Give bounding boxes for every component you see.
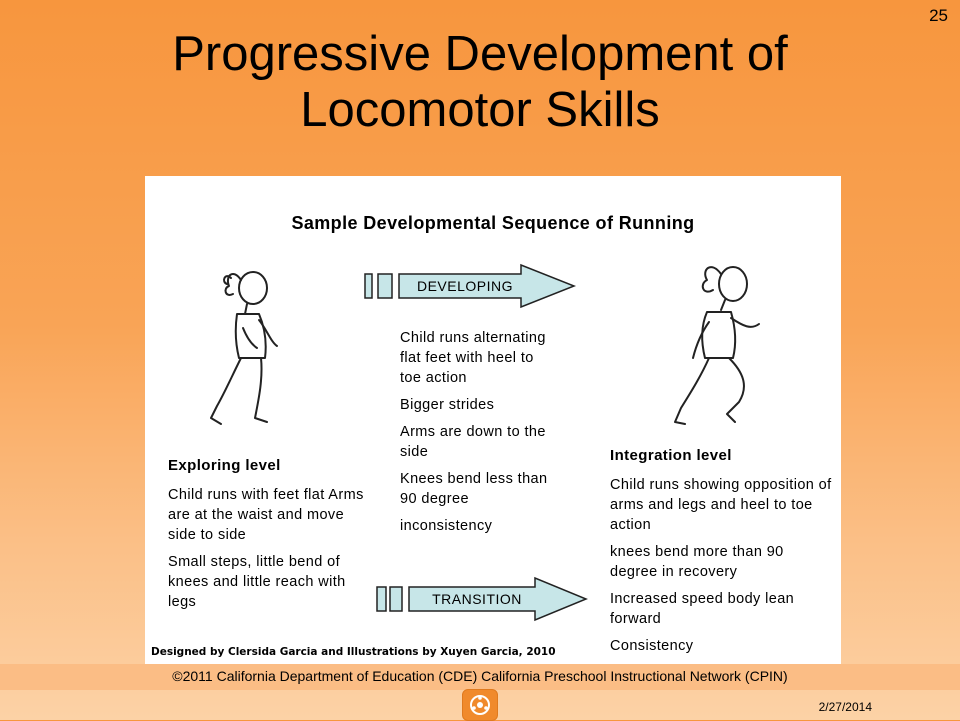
integration-level-heading: Integration level [610, 447, 732, 464]
child-running-integration-illustration [655, 246, 785, 446]
exploring-level-heading: Exploring level [168, 457, 281, 474]
exploring-item: Small steps, little bend of knees and little reach with legs [168, 554, 346, 610]
integration-item: Consistency [610, 638, 694, 654]
integration-item: Increased speed body lean forward [610, 591, 795, 627]
exploring-item: Child runs with feet flat Arms are at the waist and move side to side [168, 487, 364, 543]
arrow-transition-label: TRANSITION [432, 591, 522, 607]
child-running-exploring-illustration [185, 258, 305, 438]
title-line-2: Locomotor Skills [300, 83, 660, 137]
integration-item: knees bend more than 90 degree in recovery [610, 544, 784, 580]
developing-item: Bigger strides [400, 397, 495, 413]
slide-date: 2/27/2014 [818, 700, 872, 714]
integration-item: Child runs showing opposition of arms and legs and heel to toe action [610, 477, 832, 533]
running-sequence-diagram [145, 176, 841, 666]
integration-level-text [610, 446, 835, 663]
developing-item: inconsistency [400, 518, 493, 534]
arrow-developing-label: DEVELOPING [416, 278, 514, 294]
exploring-level-text [168, 456, 373, 619]
slide-title [0, 26, 960, 138]
transition-arrow [375, 576, 590, 622]
title-line-1: Progressive Development of [172, 27, 788, 81]
developing-item: Knees bend less than 90 degree [400, 471, 548, 507]
developing-item: Arms are down to the side [400, 424, 546, 460]
slide-number: 25 [929, 6, 948, 25]
illustration-credit: Designed by Clersida Garcia and Illustrations by Xuyen Garcia, 2010 [151, 646, 556, 658]
copyright-notice: ©2011 California Department of Education (CDE) California Preschool Instructional Network (CPIN) [172, 668, 788, 684]
cpin-logo-icon [462, 689, 498, 721]
diagram-heading: Sample Developmental Sequence of Running [291, 213, 695, 233]
developing-item: Child runs alternating flat feet with heel to toe action [400, 330, 546, 386]
developing-text [400, 328, 555, 543]
developing-arrow [363, 263, 578, 309]
